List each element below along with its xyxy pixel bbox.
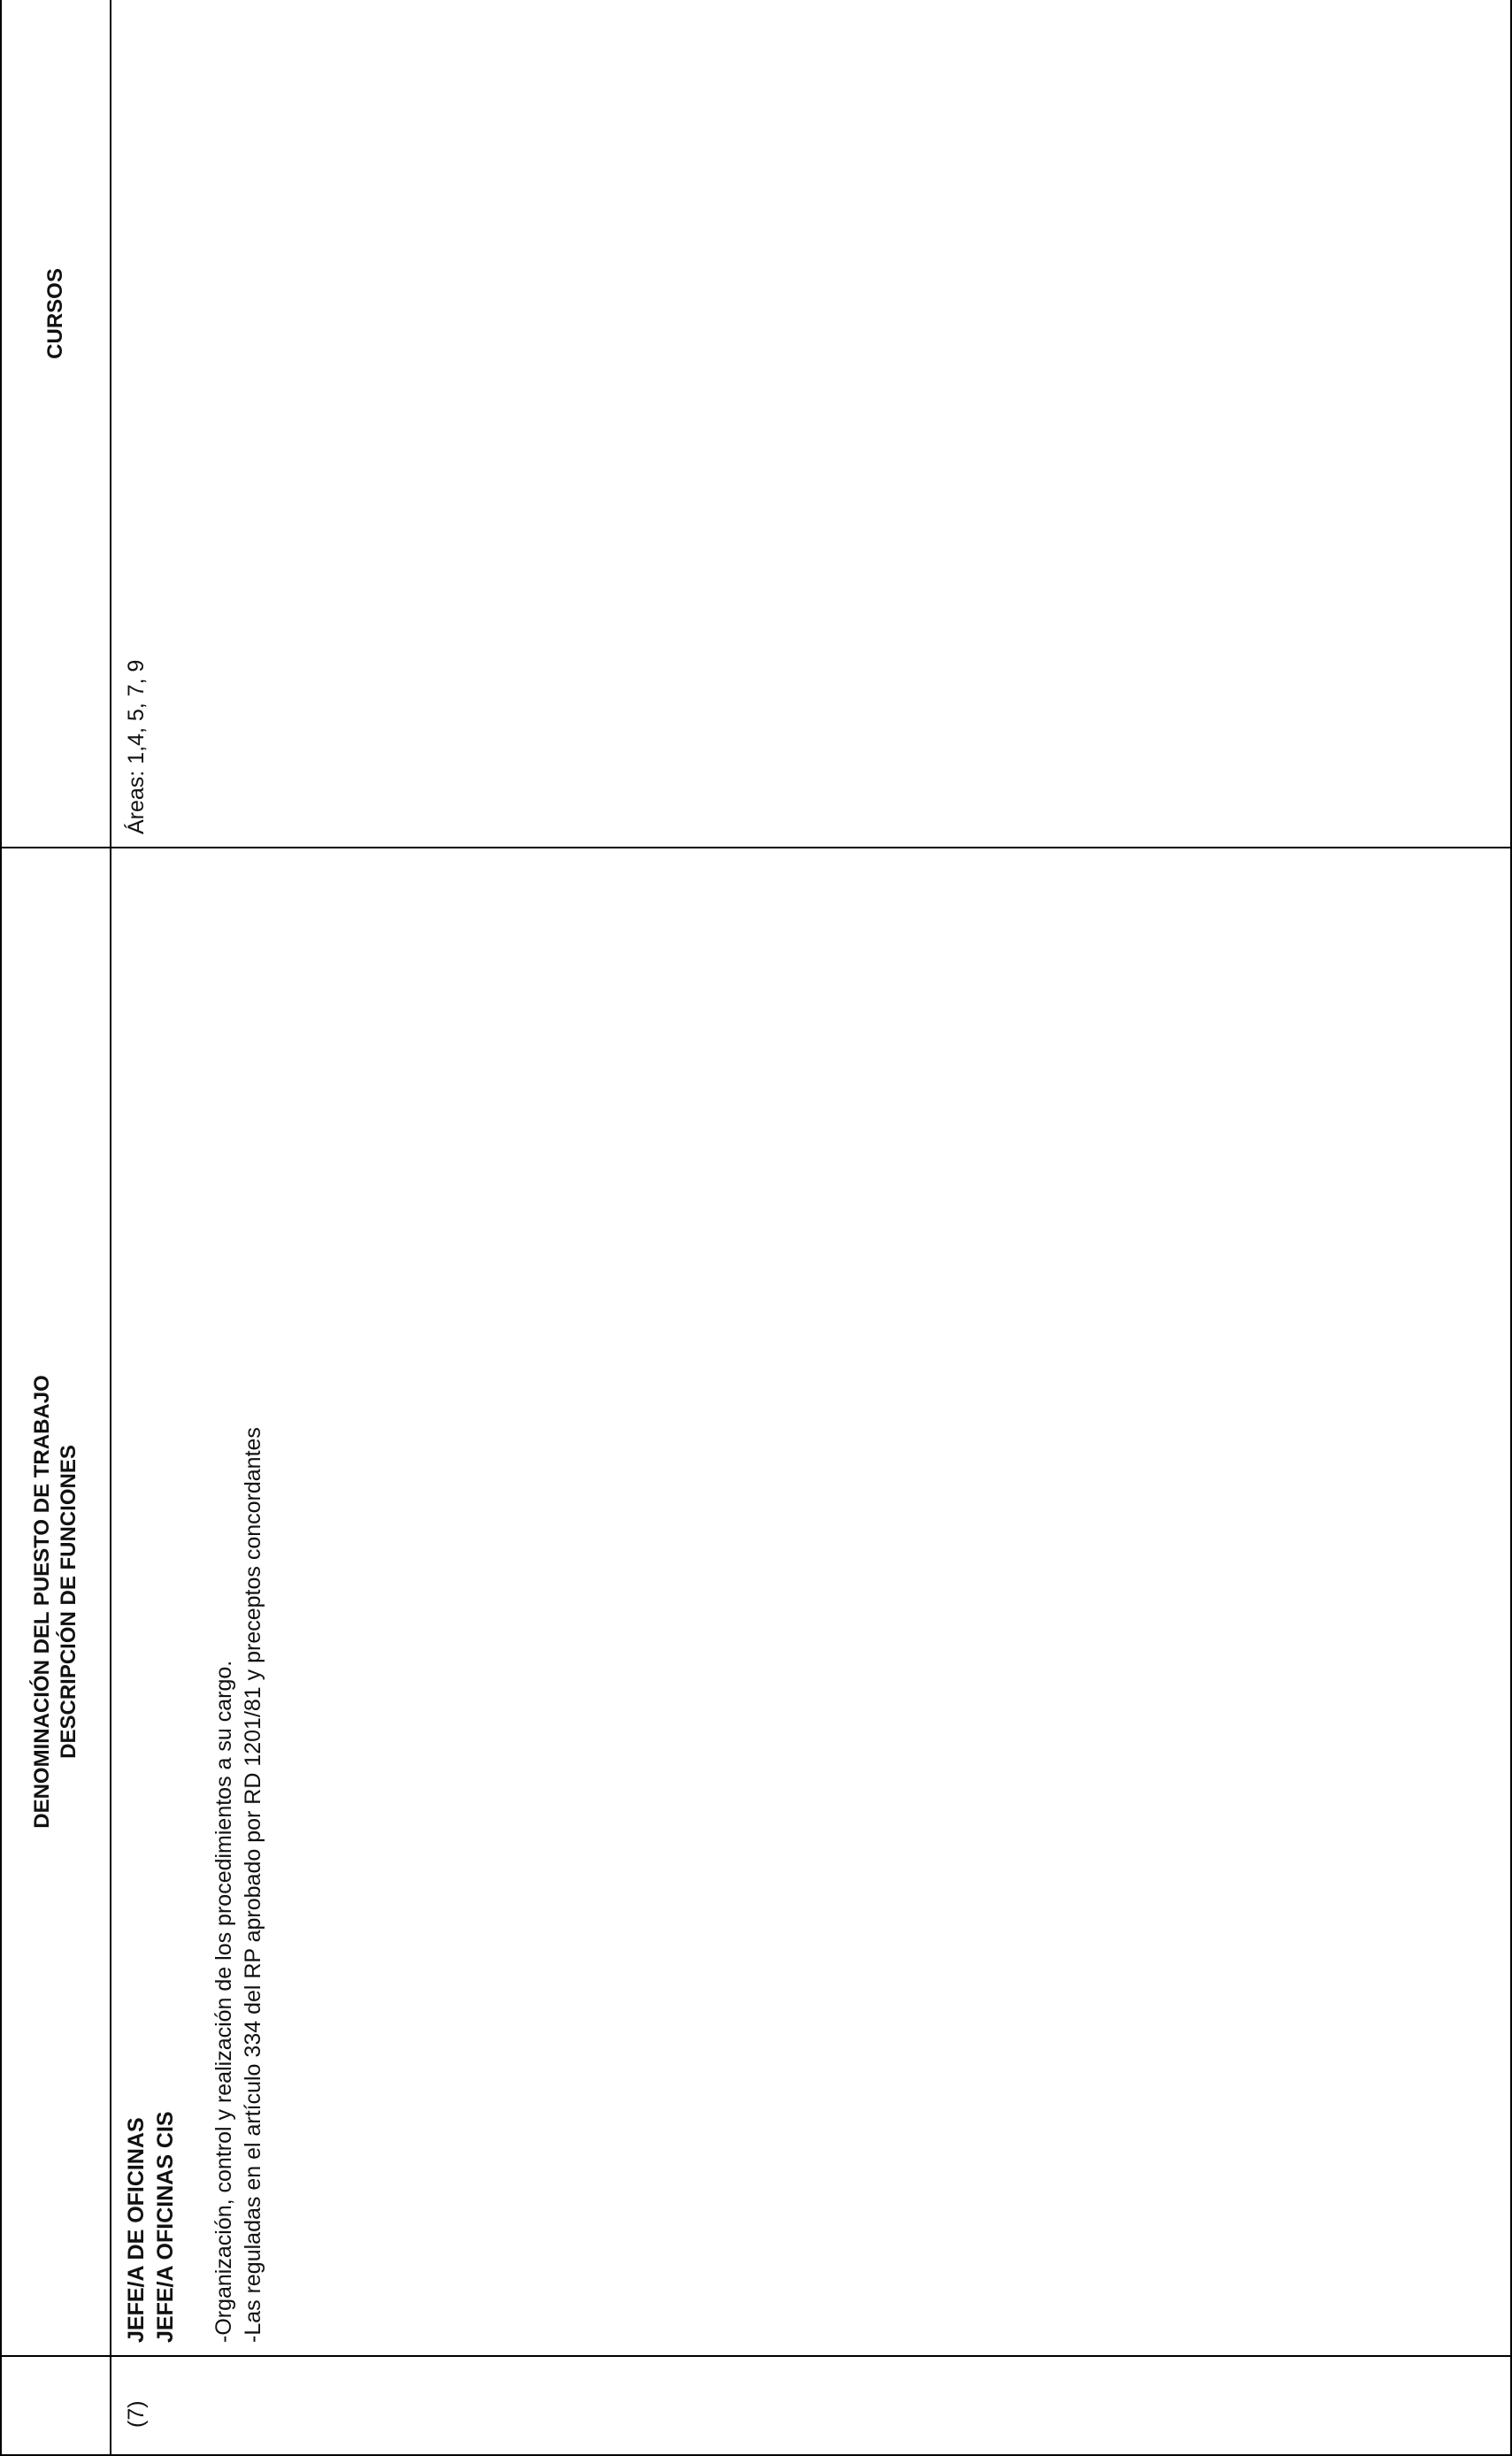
header-cursos: CURSOS (1, 0, 111, 848)
funcion-1: -Organización, control y realización de los procedimientos a su cargo. (211, 1660, 236, 2343)
funcion-2: -Las reguladas en el artículo 334 del RP aprobado por RD 1201/81 y preceptos concordantes (241, 1427, 265, 2343)
cell-denominacion (111, 848, 1511, 2356)
cell-cursos (111, 0, 1511, 848)
header-denominacion (1, 848, 111, 2356)
header-denominacion-line1: DENOMINACIÓN DEL PUESTO DE TRABAJO (30, 1375, 54, 1829)
header-denominacion-line2: DESCRIPCIÓN DE FUNCIONES (57, 1445, 81, 1759)
puesto-title-1: JEFE/A DE OFICINAS (124, 2117, 149, 2343)
cell-number (111, 2356, 1511, 2455)
table-row (111, 0, 1511, 2455)
row-number: (7) (124, 2400, 149, 2428)
cursos-text: Áreas: 1,4, 5, 7, 9 (124, 659, 149, 834)
header-row (1, 0, 111, 2455)
denominacion-text (111, 848, 268, 2355)
header-number (1, 2356, 111, 2455)
puesto-title-2: JEFE/A OFICINAS CIS (153, 2111, 178, 2343)
